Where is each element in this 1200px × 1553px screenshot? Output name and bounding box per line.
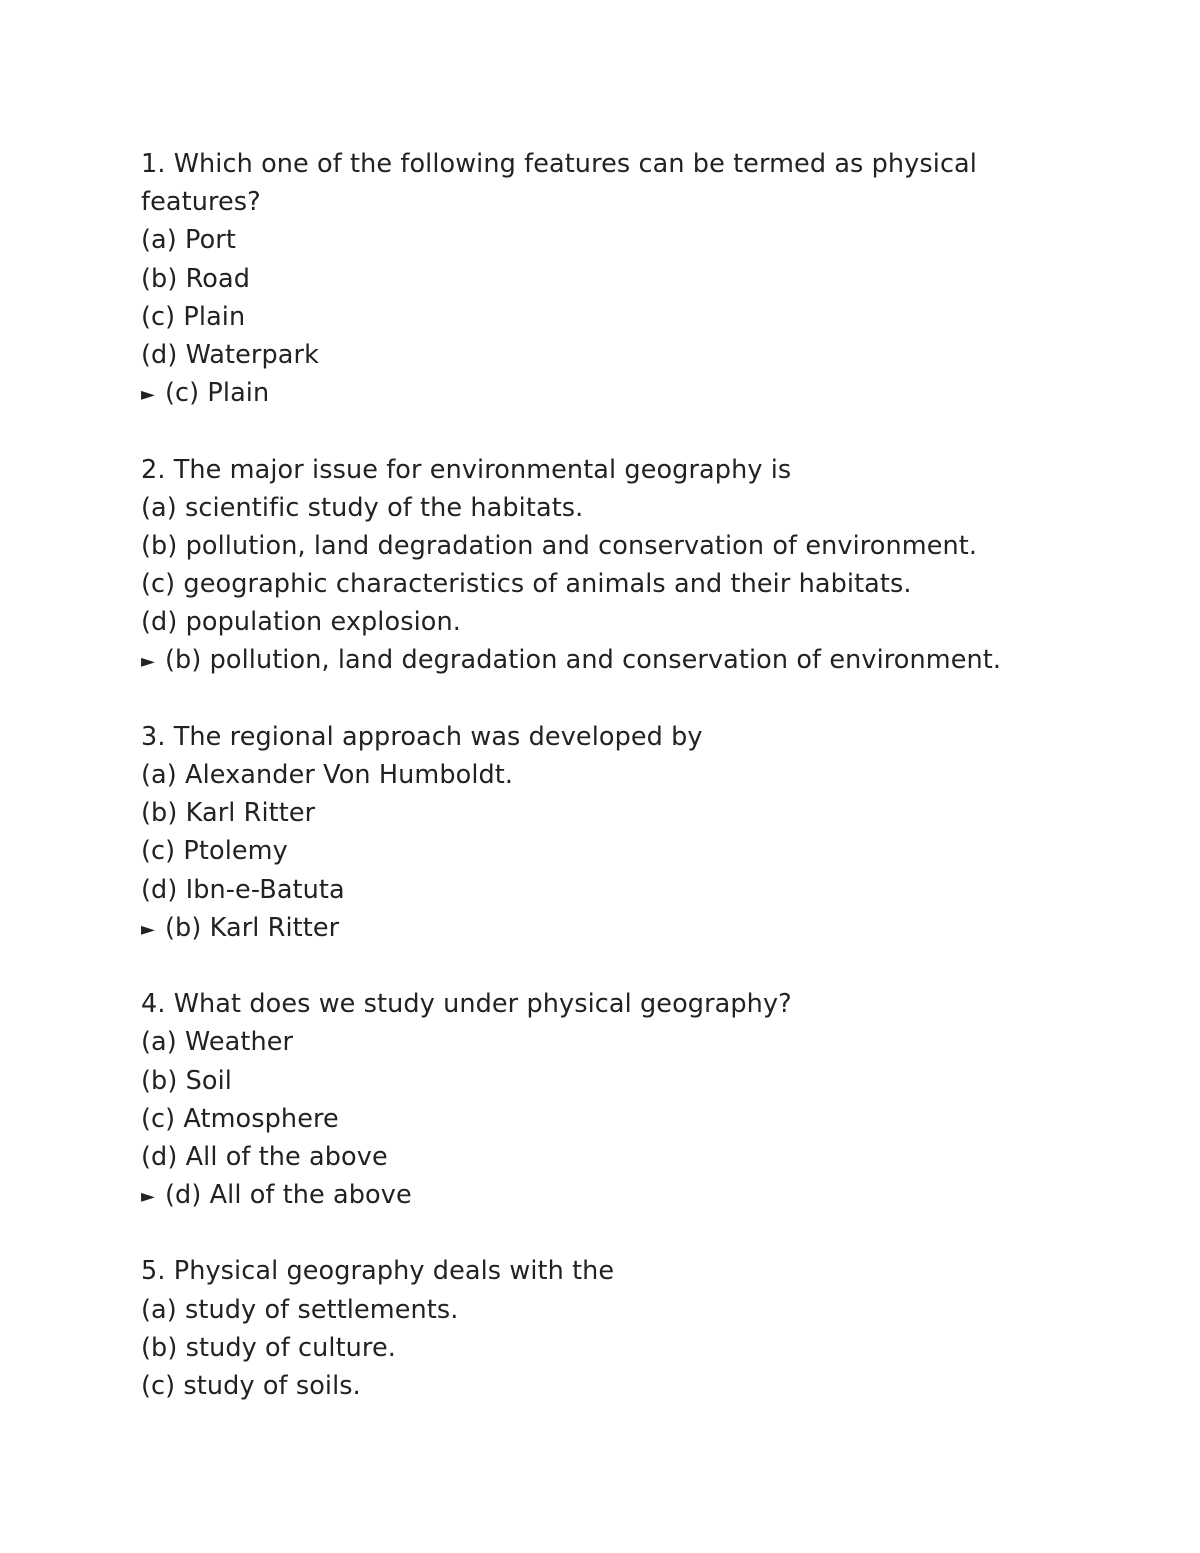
option-a: (a) scientific study of the habitats. bbox=[141, 492, 584, 523]
option-d: (d) population explosion. bbox=[141, 607, 461, 638]
option-b: (b) study of culture. bbox=[141, 1332, 396, 1363]
question-text: 5. Physical geography deals with the bbox=[141, 1256, 615, 1287]
option-b: (b) Soil bbox=[141, 1065, 232, 1096]
option-a: (a) study of settlements. bbox=[141, 1294, 459, 1325]
answer-line bbox=[141, 1176, 1071, 1214]
option-c: (c) geographic characteristics of animals and their habitats. bbox=[141, 569, 912, 600]
answer-text: (c) Plain bbox=[165, 378, 270, 409]
option-a: (a) Alexander Von Humboldt. bbox=[141, 760, 514, 790]
question-block bbox=[141, 985, 1071, 1214]
option-a: (a) Weather bbox=[141, 1027, 294, 1058]
option-d: (d) Ibn-e-Batuta bbox=[141, 874, 345, 905]
spacer bbox=[141, 1214, 1071, 1252]
answer-text: (d) All of the above bbox=[165, 1180, 412, 1211]
answer-text: (b) Karl Ritter bbox=[165, 912, 340, 943]
option-c: (c) Plain bbox=[141, 301, 246, 332]
option-a: (a) Port bbox=[141, 225, 236, 256]
answer-line bbox=[141, 641, 1071, 679]
answer-line bbox=[141, 374, 1071, 412]
quiz-content bbox=[141, 145, 1071, 1405]
option-d: (d) Waterpark bbox=[141, 339, 319, 370]
option-c: (c) Atmosphere bbox=[141, 1103, 339, 1134]
question-text: 1. Which one of the following features can be termed as physical bbox=[141, 149, 977, 179]
question-text: 3. The regional approach was developed by bbox=[141, 721, 703, 752]
question-block bbox=[141, 145, 1071, 412]
arrow-marker-icon: ► bbox=[141, 651, 155, 673]
option-b: (b) Karl Ritter bbox=[141, 798, 316, 829]
option-d: (d) All of the above bbox=[141, 1141, 388, 1172]
option-b: (b) Road bbox=[141, 263, 250, 294]
option-c: (c) Ptolemy bbox=[141, 836, 288, 867]
arrow-marker-icon: ► bbox=[141, 918, 155, 940]
answer-line bbox=[141, 909, 1071, 947]
question-block bbox=[141, 1252, 1071, 1405]
spacer bbox=[141, 412, 1071, 450]
question-block bbox=[141, 451, 1071, 680]
arrow-marker-icon: ► bbox=[141, 384, 155, 406]
spacer bbox=[141, 680, 1071, 718]
arrow-marker-icon: ► bbox=[141, 1186, 155, 1208]
answer-text: (b) pollution, land degradation and conservation of environment. bbox=[165, 645, 1002, 676]
question-text: features? bbox=[141, 187, 261, 218]
option-c: (c) study of soils. bbox=[141, 1371, 361, 1401]
spacer bbox=[141, 947, 1071, 985]
question-block bbox=[141, 718, 1071, 947]
option-b: (b) pollution, land degradation and conservation of environment. bbox=[141, 530, 978, 561]
question-text: 2. The major issue for environmental geography is bbox=[141, 454, 792, 485]
question-text: 4. What does we study under physical geography? bbox=[141, 989, 792, 1020]
